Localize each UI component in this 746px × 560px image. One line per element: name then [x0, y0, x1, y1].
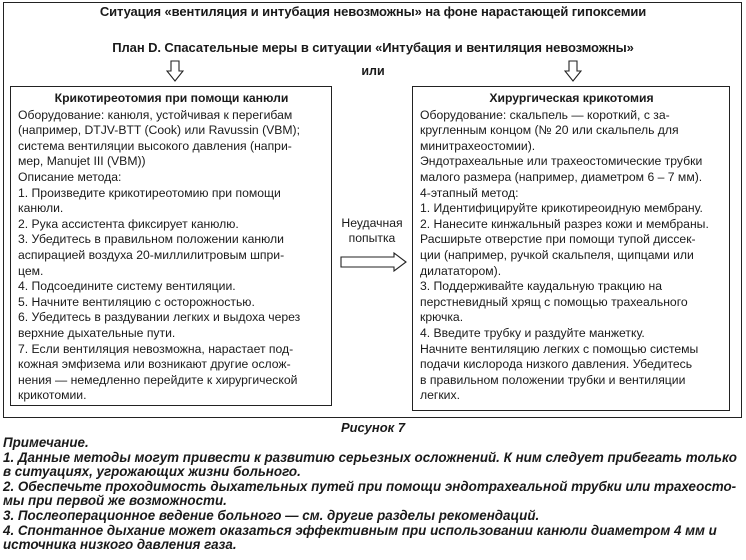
cannula-box-line: крикотомии.: [18, 388, 87, 403]
surgical-box-line: минитрахеостомии).: [420, 138, 536, 153]
plan-title: План D. Спасательные меры в ситуации «Интубация и вентиляция невозможны»: [112, 40, 634, 55]
surgical-box-line: 4. Введите трубку и раздуйте манжетку.: [420, 325, 645, 340]
failed-attempt-line-2: попытка: [348, 231, 396, 245]
surgical-box-text: [420, 108, 723, 404]
cannula-box-line: 4. Подсоедините систему вентиляции.: [18, 279, 236, 294]
note-line: 1. Данные методы могут привести к развитию серьезных осложнений. К ним следует прибегать только: [3, 449, 737, 465]
cannula-box-line: 2. Рука ассистента фиксирует канюлю.: [18, 216, 239, 231]
failed-attempt-line-1: Неудачная: [341, 216, 403, 230]
cannula-box-line: верхние дыхательные пути.: [18, 325, 176, 340]
or-label: или: [361, 64, 385, 78]
surgical-box-line: 2. Нанесите кинжальный разрез кожи и мембраны.: [420, 216, 709, 231]
surgical-box-line: 3. Поддерживайте каудальную тракцию на: [420, 279, 663, 294]
cannula-box-line: 7. Если вентиляция невозможна, нарастает под-: [18, 341, 294, 356]
note-line: мы при первой же возможности.: [3, 493, 227, 509]
down-arrow-right-icon: [564, 60, 582, 82]
cannula-box-line: канюли.: [18, 201, 64, 216]
note-line: источника низкого давления газа.: [3, 537, 237, 553]
surgical-cricotomy-box: [412, 86, 730, 411]
surgical-box-line: крючка.: [420, 310, 464, 325]
surgical-box-line: ции (например, ручкой скальпеля, щипцами или: [420, 247, 694, 262]
cannula-box-line: 6. Убедитесь в раздувании легких и выдоха через: [18, 310, 301, 325]
surgical-box-title: Хирургическая крикотомия: [489, 91, 654, 105]
cannula-box-line: 3. Убедитесь в правильном положении канюли: [18, 232, 284, 247]
cannula-box-line: аспирацией воздуха 20-миллилитровым шпри-: [18, 247, 285, 262]
note-line: 3. Послеоперационное ведение больного — см. другие разделы рекомендаций.: [3, 507, 540, 523]
surgical-box-line: Оборудование: скальпель — короткий, с за-: [420, 107, 670, 122]
down-arrow-left-icon: [166, 60, 184, 82]
cannula-box-line: система вентиляции высокого давления (напри-: [18, 138, 292, 153]
surgical-box-line: легких.: [420, 388, 460, 403]
cannula-box-line: Оборудование: канюля, устойчивая к перегибам: [18, 107, 293, 122]
cannula-box-line: 1. Произведите крикотиреотомию при помощи: [18, 185, 281, 200]
cannula-box-title: Крикотиреотомия при помощи канюли: [54, 91, 289, 105]
surgical-box-line: кругленным концом (№ 20 или скальпель для: [420, 123, 679, 138]
failed-attempt-label: [334, 216, 410, 246]
cannula-box-line: мер, Manujet III (VBM)): [18, 154, 146, 169]
notes-section: [3, 436, 743, 553]
note-line: 4. Спонтанное дыхание может оказаться эффективным при использовании канюли диаметром 4 мм и: [3, 522, 717, 538]
surgical-box-line: перстневидный хрящ с помощью трахеального: [420, 294, 688, 309]
surgical-box-line: 4-этапный метод:: [420, 185, 519, 200]
surgical-box-line: в правильном положении трубки и вентиляции: [420, 372, 686, 387]
surgical-box-line: подачи кислорода низкого давления. Убедитесь: [420, 357, 693, 372]
situation-title: Ситуация «вентиляция и интубация невозможны» на фоне нарастающей гипоксемии: [99, 4, 647, 19]
notes-list: [3, 451, 743, 553]
note-line: 2. Обеспечьте проходимость дыхательных путей при помощи эндотрахеальной трубки или трахеосто-: [3, 478, 737, 494]
surgical-box-line: Начните вентиляцию легких с помощью системы: [420, 341, 699, 356]
surgical-box-line: Расширьте отверстие при помощи тупой диссек-: [420, 232, 696, 247]
right-arrow-icon: [340, 252, 408, 272]
cannula-box-text: [18, 108, 325, 404]
cannula-box-line: Описание метода:: [18, 169, 122, 184]
surgical-box-line: малого размера (например, диаметром 6 – 7 мм).: [420, 169, 703, 184]
cannula-box-line: нения — немедленно перейдите к хирургической: [18, 372, 298, 387]
cannula-box-line: (например, DTJV-BTT (Cook) или Ravussin (VBM);: [18, 123, 300, 138]
cannula-cricothyrotomy-box: [10, 86, 332, 406]
notes-heading: Примечание.: [3, 435, 89, 450]
surgical-box-line: Эндотрахеальные или трахеостомические трубки: [420, 154, 703, 169]
note-line: в ситуациях, угрожающих жизни больного.: [3, 464, 301, 480]
cannula-box-line: 5. Начните вентиляцию с осторожностью.: [18, 294, 255, 309]
cannula-box-line: кожная эмфизема или возникают другие ослож-: [18, 357, 291, 372]
surgical-box-line: 1. Идентифицируйте крикотиреоидную мембрану.: [420, 201, 703, 216]
figure-caption: Рисунок 7: [340, 420, 406, 435]
cannula-box-line: цем.: [18, 263, 44, 278]
surgical-box-line: дилататором).: [420, 263, 502, 278]
